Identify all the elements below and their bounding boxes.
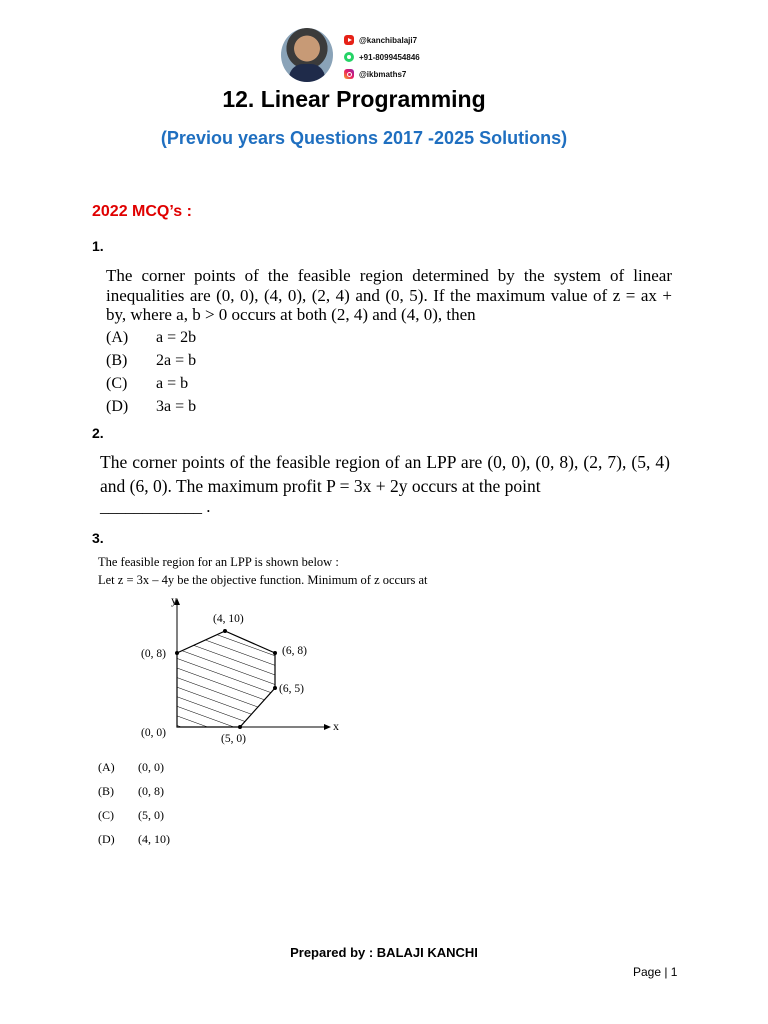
option-label: (C) xyxy=(106,375,128,392)
question-3-prompt xyxy=(98,553,498,589)
vertex-label: (6, 8) xyxy=(282,645,307,657)
option-value: 2a = b xyxy=(156,352,197,369)
question-3-option-b xyxy=(98,784,298,800)
question-1-option-d xyxy=(106,398,406,418)
youtube-contact xyxy=(344,35,417,45)
whatsapp-contact xyxy=(344,52,420,62)
option-label: (B) xyxy=(98,784,114,798)
vertex-label: (0, 0) xyxy=(141,727,166,739)
feasible-region-graph xyxy=(95,590,355,750)
page-title: 12. Linear Programming xyxy=(222,86,486,112)
option-label: (D) xyxy=(106,398,129,415)
question-1-option-a xyxy=(106,329,406,349)
option-label: (A) xyxy=(106,329,129,346)
option-value: (5, 0) xyxy=(138,808,164,822)
x-axis-arrow xyxy=(324,724,331,730)
instagram-contact xyxy=(344,69,406,79)
section-title: 2022 MCQ’s : xyxy=(92,203,192,220)
vertex-point xyxy=(223,629,227,633)
vertex-point xyxy=(273,651,277,655)
option-value: (0, 0) xyxy=(138,760,164,774)
y-axis-label: y xyxy=(171,593,177,607)
author-photo xyxy=(281,28,333,82)
youtube-icon xyxy=(344,35,354,45)
option-value: a = 2b xyxy=(156,329,197,346)
question-1-option-b xyxy=(106,352,406,372)
question-3-number: 3. xyxy=(92,530,104,546)
instagram-icon xyxy=(344,69,354,79)
option-value: a = b xyxy=(156,375,189,392)
question-3-option-a xyxy=(98,760,298,776)
vertex-label: (5, 0) xyxy=(221,733,246,745)
option-value: 3a = b xyxy=(156,398,197,415)
page-subtitle: (Previou years Questions 2017 -2025 Solutions) xyxy=(160,128,568,148)
x-axis-label: x xyxy=(333,719,339,733)
question-2-number: 2. xyxy=(92,425,104,441)
prepared-by: Prepared by : BALAJI KANCHI xyxy=(290,945,478,960)
vertex-label: (0, 8) xyxy=(141,648,166,660)
question-3-option-d xyxy=(98,832,298,848)
question-1-text: The corner points of the feasible region determined by the system of linear inequalities are (0, 0), (4, 0), (2, 4) and (0, 5). If the maximum value of z = ax + by, where a, b > 0 occurs at both (2, 4) and (4, 0), then xyxy=(106,266,672,324)
option-value: (0, 8) xyxy=(138,784,164,798)
question-1-number: 1. xyxy=(92,238,104,254)
vertex-label: (4, 10) xyxy=(213,613,244,625)
whatsapp-icon xyxy=(344,52,354,62)
vertex-point xyxy=(273,686,277,690)
vertex-label: (6, 5) xyxy=(279,683,304,695)
option-label: (C) xyxy=(98,808,114,822)
phone-number: +91-8099454846 xyxy=(359,52,420,62)
question-3-line-1: The feasible region for an LPP is shown below : xyxy=(98,555,339,569)
youtube-handle: @kanchibalaji7 xyxy=(359,35,418,45)
question-3-line-2: Let z = 3x – 4y be the objective function. Minimum of z occurs at xyxy=(98,573,428,587)
vertex-point xyxy=(175,651,179,655)
vertex-point xyxy=(238,725,242,729)
option-value: (4, 10) xyxy=(138,832,170,846)
option-label: (B) xyxy=(106,352,128,369)
question-2-blank: ____________ . xyxy=(100,497,211,516)
page-number: Page | 1 xyxy=(633,965,678,979)
option-label: (A) xyxy=(98,760,115,774)
feasible-region xyxy=(177,631,275,727)
option-label: (D) xyxy=(98,832,115,846)
question-1-option-c xyxy=(106,375,406,395)
instagram-handle: @ikbmaths7 xyxy=(359,69,407,79)
question-3-option-c xyxy=(98,808,298,824)
question-2-text: The corner points of the feasible region of an LPP are (0, 0), (0, 8), (2, 7), (5, 4) and (6, 0). The maximum profit P = 3x + 2y occurs at the point xyxy=(100,452,670,496)
